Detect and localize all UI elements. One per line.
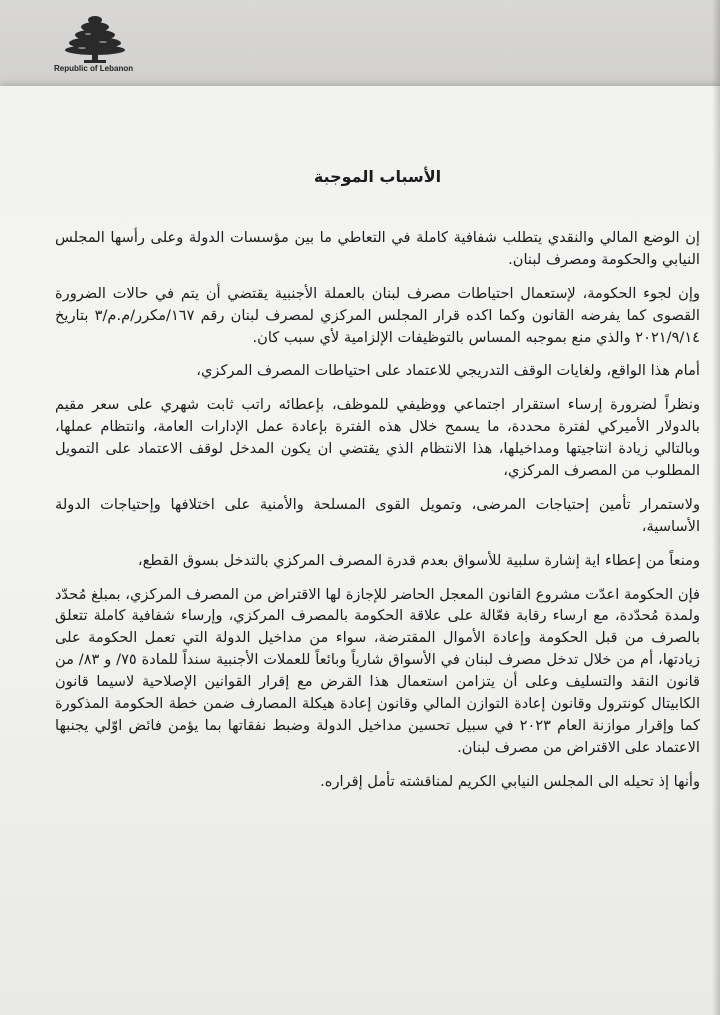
document-body	[55, 165, 700, 805]
cedar-tree-icon	[60, 12, 130, 64]
page-shadow	[712, 0, 720, 1015]
paragraph-4: ونظراً لضرورة إرساء استقرار اجتماعي ووظيفي للموظف، بإعطائه راتب ثابت شهري على سعر مقيم بالدولار الأميركي لفترة محددة، ما يسمح خلال هذه الفترة بإعادة عمل الإدارات العامة، وانتظام عملها، وبالتالي زيادة انتاجيتها ومداخيلها، هذا الانتظام الذي يقتضي ان يكون المدخل لوقف الاعتماد على التمويل المطلوب من المصرف المركزي،	[55, 396, 700, 480]
paragraph-3: أمام هذا الواقع، ولغايات الوقف التدريجي للاعتماد على احتياطات المصرف المركزي،	[196, 362, 700, 380]
paragraph-6: ومنعاً من إعطاء اية إشارة سلبية للأسواق بعدم قدرة المصرف المركزي بالتدخل بسوق القطع،	[137, 551, 700, 569]
paragraph-2: وإن لجوء الحكومة، لإستعمال احتياطات مصرف لبنان بالعملة الأجنبية يقتضي أن يتم في حالات الضرورة القصوى كما يفرضه القانون وكما اكده قرار المجلس المركزي لمصرف لبنان رقم ١٦٧/مكرر/م.م/٣ بتاريخ ٢٠٢١/٩/١٤ والذي منع بموجبه المساس بالتوظيفات الإلزامية لأي سبب كان.	[55, 284, 700, 346]
document-title: الأسباب الموجبة	[313, 167, 442, 186]
paragraph-7: فإن الحكومة اعدّت مشروع القانون المعجل الحاضر للإجازة لها الاقتراض من المصرف المركزي، بمبلغ مُحدّد ولمدة مُحدّدة، مع ارساء رقابة فعّالة على علاقة الحكومة بالمصرف المركزي، وإرساء شفافية كاملة تتعلق بالصرف من قبل الحكومة وإعادة الأموال المقترضة، سواء من مداخيل الدولة التي تعمل الحكومة على زيادتها، أم من خلال تدخل مصرف لبنان في الأسواق شارياً وبائعاً للعملات الأجنبية سنداً للمادة ٧٥/ و ٨٣/ من قانون النقد والتسليف وعلى أن يتزامن استعمال هذا القرض مع إقرار القوانين الإصلاحية لاسيما قانون الكابيتال كونترول وقانون إعادة التوازن المالي وقانون إعادة هيكلة المصارف ضمن خطة الحكومة المذكورة كما وإقرار موازنة العام ٢٠٢٣ في سبيل تحسين مداخيل الدولة وضبط نفقاتها بما يؤمن فائض اوّلي يجنبها الاعتماد على الاقتراض من مصرف لبنان.	[55, 585, 700, 756]
paragraph-1: إن الوضع المالي والنقدي يتطلب شفافية كاملة في التعاطي ما بين مؤسسات الدولة وعلى رأسها المجلس النيابي والحكومة ومصرف لبنان.	[55, 229, 700, 268]
republic-label: Republic of Lebanon	[54, 64, 134, 73]
paragraph-8: وأنها إذ تحيله الى المجلس النيابي الكريم لمناقشته تأمل إقراره.	[320, 772, 700, 790]
paragraph-5: ولاستمرار تأمين إحتياجات المرضى، وتمويل القوى المسلحة والأمنية على اختلافها وإحتياجات الدولة الأساسية،	[55, 495, 700, 535]
